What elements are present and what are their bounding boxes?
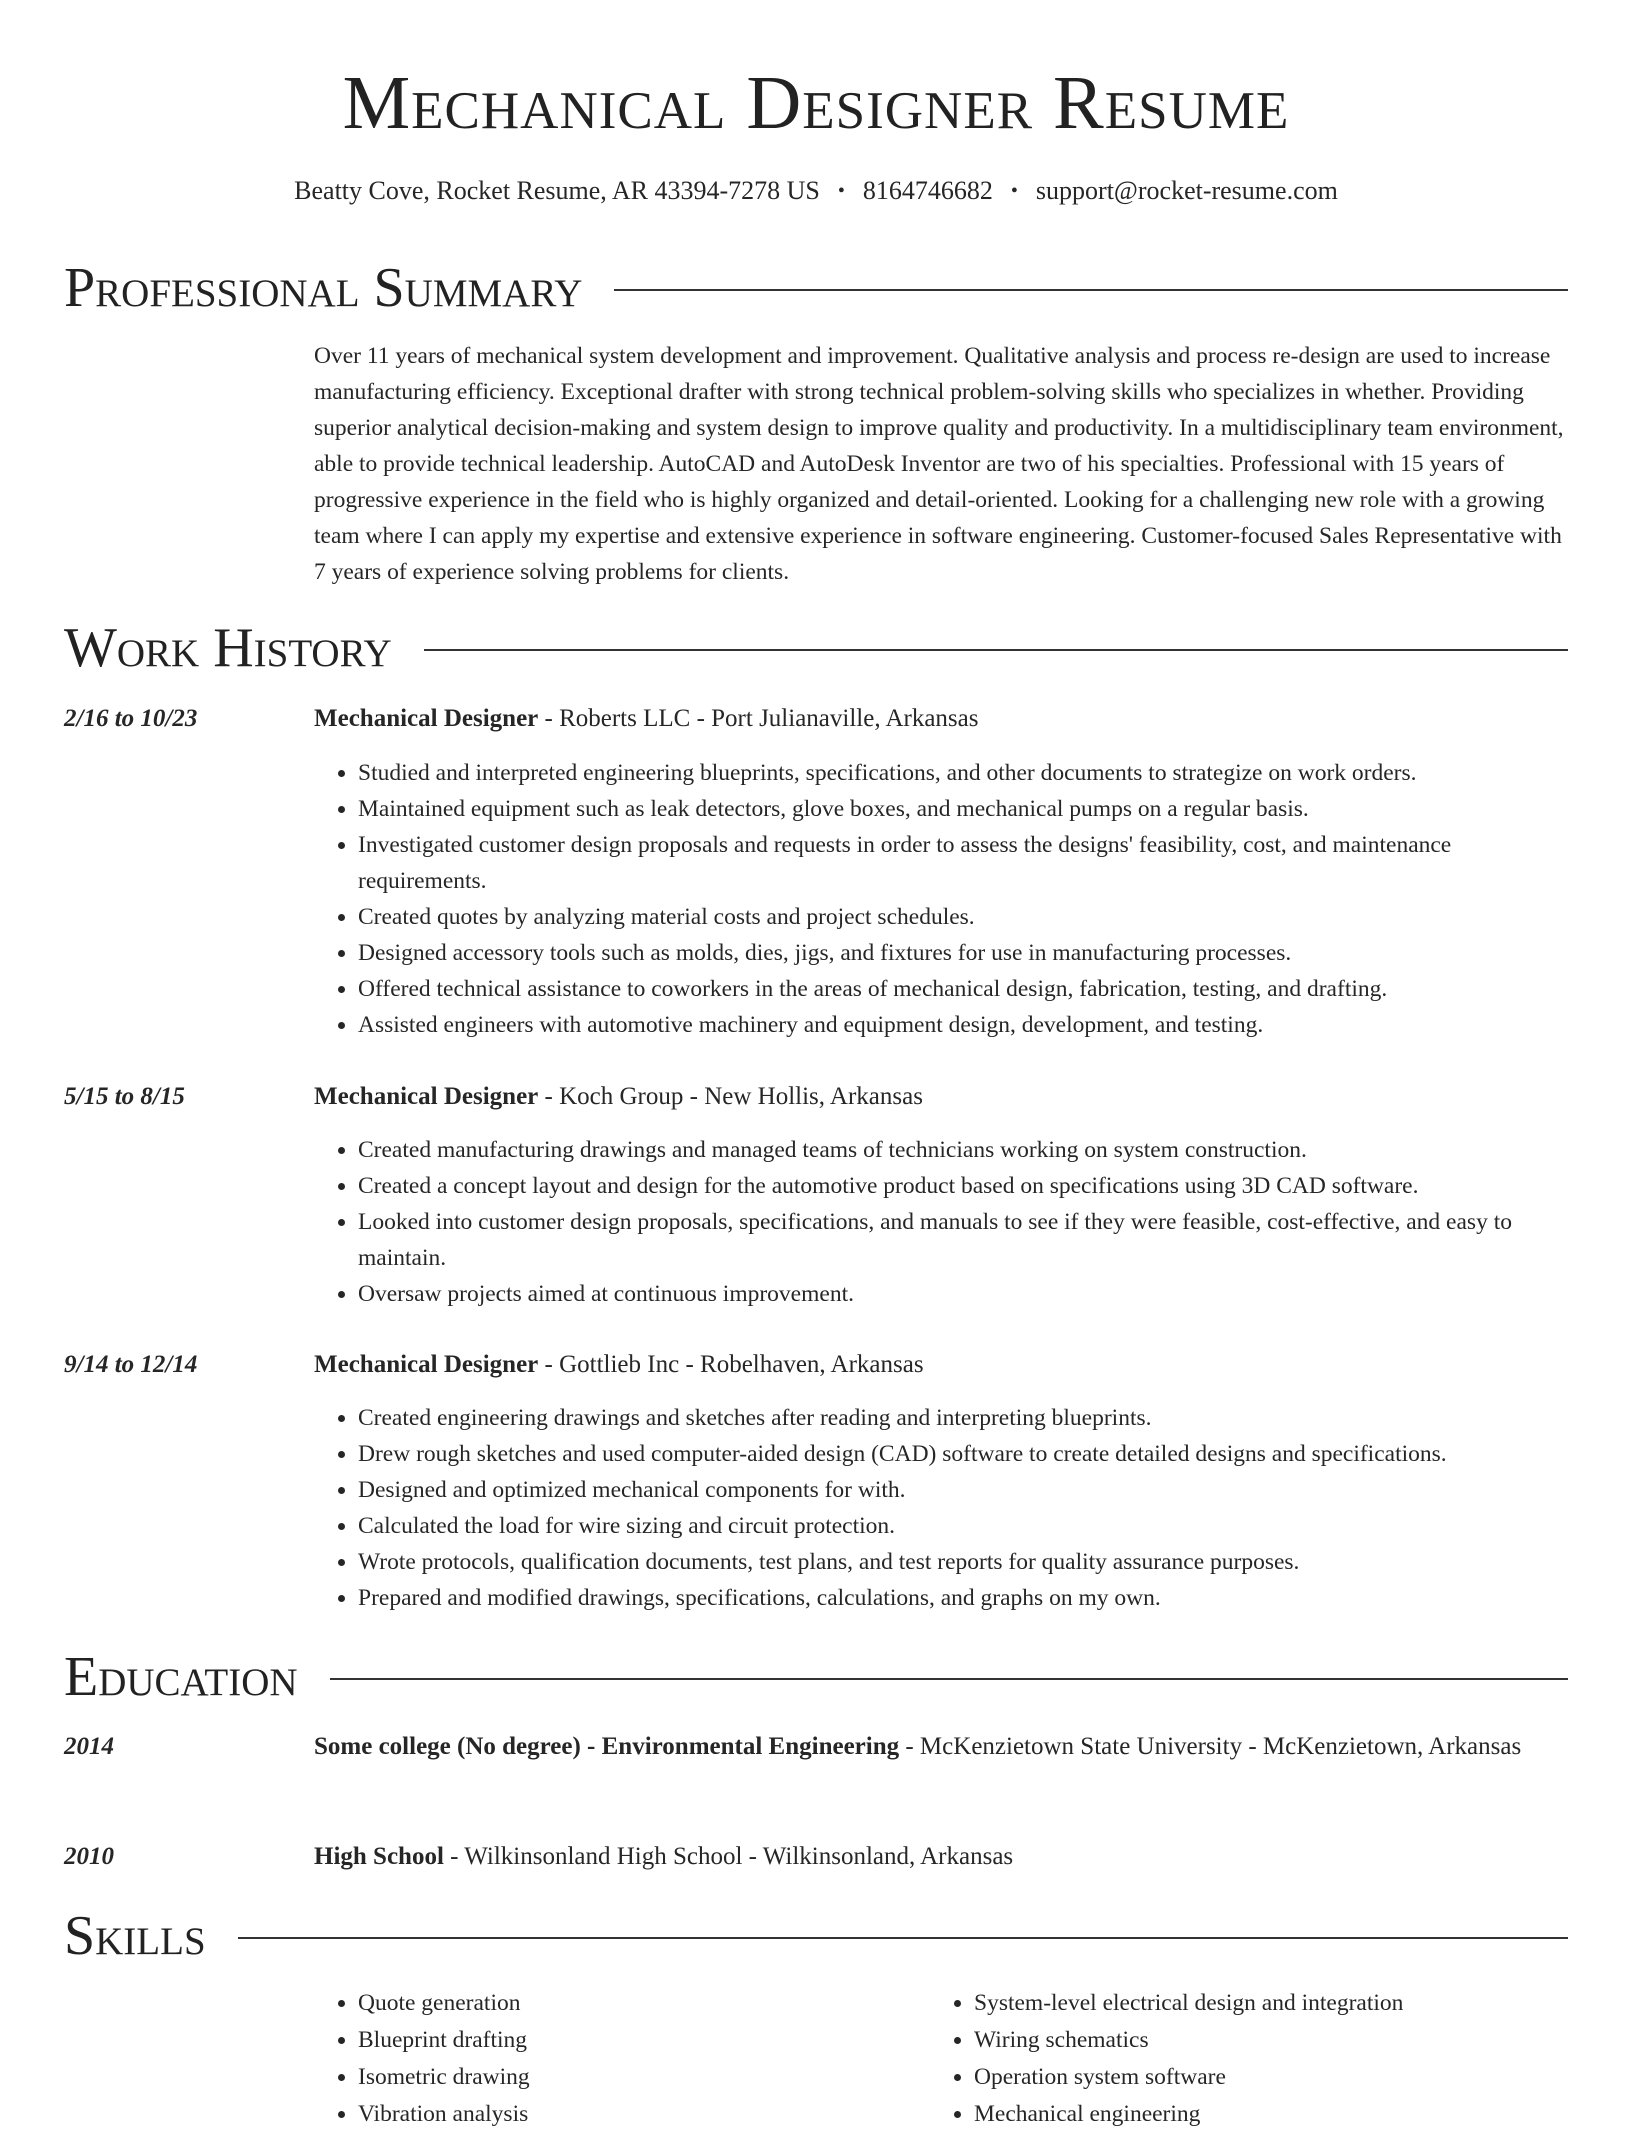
job-role: Mechanical Designer — [314, 705, 539, 732]
job-details: - Gottlieb Inc - Robelhaven, Arkansas — [538, 1351, 924, 1378]
education-entry — [314, 1838, 1568, 1876]
job-bullet: • Created manufacturing drawings and managed teams of technicians working on system construction. — [358, 1132, 1568, 1168]
job-details: - Roberts LLC - Port Julianaville, Arkansas — [538, 705, 979, 732]
skill-item: • Wiring schematics — [974, 2022, 1568, 2059]
contact-line — [0, 176, 1632, 206]
section-header-summary — [64, 256, 1568, 320]
job-bullets — [314, 1400, 1568, 1616]
section-header-work-history — [64, 616, 1568, 680]
job-dates: 5/15 to 8/15 — [64, 1083, 185, 1110]
job-bullet: • Maintained equipment such as leak detectors, glove boxes, and mechanical pumps on a regular basis. — [358, 791, 1568, 827]
job-details: - Koch Group - New Hollis, Arkansas — [538, 1083, 923, 1110]
job-role: Mechanical Designer — [314, 1351, 539, 1378]
job-bullets — [314, 755, 1568, 1043]
job-header — [314, 1078, 1568, 1116]
contact-address: Beatty Cove, Rocket Resume, AR 43394-7278 US — [294, 176, 820, 205]
job-bullet: • Prepared and modified drawings, specifications, calculations, and graphs on my own. — [358, 1580, 1568, 1616]
job-dates: 9/14 to 12/14 — [64, 1351, 198, 1378]
skill-item: • Quote generation — [358, 1985, 914, 2022]
contact-separator: • — [1010, 180, 1018, 202]
skill-item: • Vibration analysis — [358, 2096, 914, 2133]
resume-title: Mechanical Designer Resume — [342, 61, 1290, 145]
section-title: Professional Summary — [64, 257, 583, 319]
section-divider — [614, 289, 1568, 291]
skills-list-left — [314, 1985, 914, 2133]
skill-item: • System-level electrical design and integration — [974, 1985, 1568, 2022]
job-bullet: • Oversaw projects aimed at continuous improvement. — [358, 1276, 1568, 1312]
job-bullet: • Designed accessory tools such as molds, dies, jigs, and fixtures for use in manufacturing processes. — [358, 935, 1568, 971]
education-details: - Wilkinsonland High School - Wilkinsonland, Arkansas — [443, 1843, 1014, 1870]
job-bullet: • Assisted engineers with automotive machinery and equipment design, development, and testing. — [358, 1007, 1568, 1043]
job-bullet: • Calculated the load for wire sizing and circuit protection. — [358, 1508, 1568, 1544]
job-dates: 2/16 to 10/23 — [64, 705, 198, 732]
job-bullet: • Created a concept layout and design for the automotive product based on specifications using 3D CAD software. — [358, 1168, 1568, 1204]
skills-list-right — [930, 1985, 1568, 2133]
job-bullet: • Studied and interpreted engineering blueprints, specifications, and other documents to strategize on work orders. — [358, 755, 1568, 791]
job-header — [314, 1346, 1568, 1384]
section-divider — [424, 649, 1568, 651]
job-header — [314, 700, 1568, 738]
job-bullet: • Created engineering drawings and sketches after reading and interpreting blueprints. — [358, 1400, 1568, 1436]
education-year: 2010 — [64, 1843, 114, 1870]
section-title: Work History — [64, 617, 392, 679]
section-title: Education — [64, 1646, 298, 1708]
skill-item: • Blueprint drafting — [358, 2022, 914, 2059]
education-degree: Some college (No degree) - Environmental Engineering — [314, 1733, 900, 1760]
skill-item: • Mechanical engineering — [974, 2096, 1568, 2133]
contact-separator: • — [837, 180, 845, 202]
job-bullet: • Offered technical assistance to coworkers in the areas of mechanical design, fabrication, testing, and drafting. — [358, 971, 1568, 1007]
section-divider — [238, 1937, 1568, 1939]
contact-phone: 8164746682 — [862, 176, 993, 205]
skill-item: • Operation system software — [974, 2059, 1568, 2096]
job-bullet: • Wrote protocols, qualification documents, test plans, and test reports for quality assurance purposes. — [358, 1544, 1568, 1580]
skill-item: • Isometric drawing — [358, 2059, 914, 2096]
section-title: Skills — [64, 1905, 206, 1967]
section-header-skills — [64, 1904, 1568, 1968]
summary-text: Over 11 years of mechanical system development and improvement. Qualitative analysis and process re-design are used to increase manufacturing efficiency. Exceptional drafter with strong technical problem-solving skills who specializes in whether. Providing superior analytical decision-making and system design to improve quality and productivity. In a multidisciplinary team environment, able to provide technical leadership. AutoCAD and AutoDesk Inventor are two of his specialties. Professional with 15 years of progressive experience in the field who is highly organized and detail-oriented. Looking for a challenging new role with a growing team where I can apply my expertise and extensive experience in software engineering. Customer-focused Sales Representative with 7 years of experience solving problems for clients. — [314, 343, 1564, 585]
education-entry — [314, 1728, 1568, 1766]
job-bullet: • Created quotes by analyzing material costs and project schedules. — [358, 899, 1568, 935]
contact-email: support@rocket-resume.com — [1035, 176, 1338, 205]
education-year: 2014 — [64, 1733, 114, 1760]
job-bullet: • Designed and optimized mechanical components for with. — [358, 1472, 1568, 1508]
section-divider — [330, 1678, 1568, 1680]
section-header-education — [64, 1645, 1568, 1709]
education-degree: High School — [314, 1843, 444, 1870]
job-bullet: • Drew rough sketches and used computer-aided design (CAD) software to create detailed designs and specifications. — [358, 1436, 1568, 1472]
job-bullet: • Looked into customer design proposals, specifications, and manuals to see if they were feasible, cost-effective, and easy to maintain. — [358, 1204, 1568, 1276]
job-role: Mechanical Designer — [314, 1083, 539, 1110]
education-details: - McKenzietown State University - McKenzietown, Arkansas — [899, 1733, 1522, 1760]
job-bullet: • Investigated customer design proposals and requests in order to assess the designs' feasibility, cost, and maintenance requirements. — [358, 827, 1568, 899]
job-bullets — [314, 1132, 1568, 1312]
